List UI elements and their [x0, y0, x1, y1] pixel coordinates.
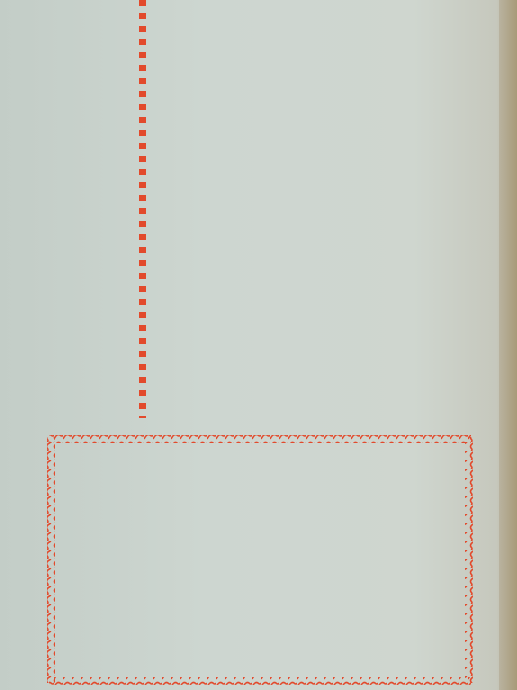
page-edge [499, 0, 517, 690]
quote-frame [44, 432, 474, 686]
ornamental-border [45, 433, 475, 687]
decorative-stripe [139, 0, 146, 418]
